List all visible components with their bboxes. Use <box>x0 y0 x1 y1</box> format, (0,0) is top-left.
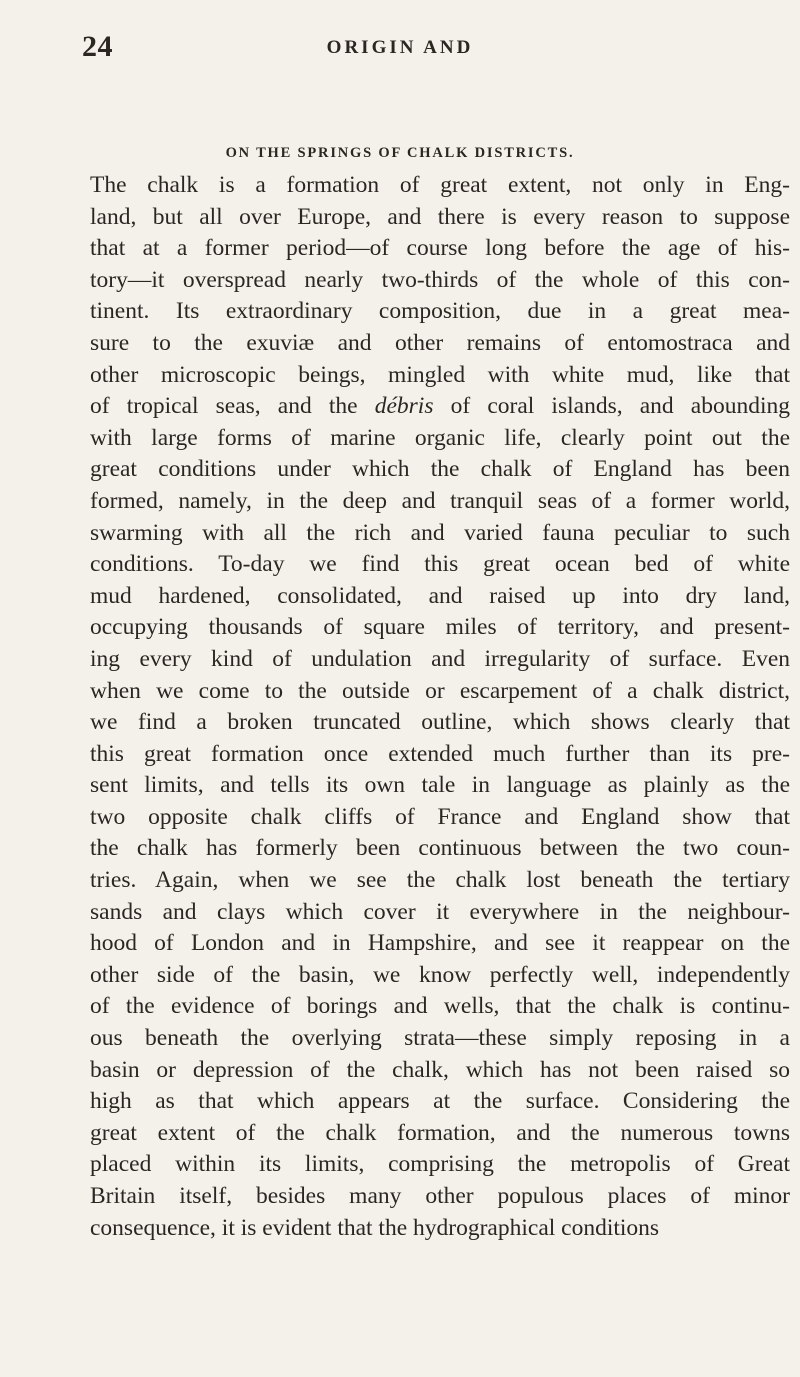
text-line: ous beneath the overlying strata—these simply reposing in a <box>90 1025 790 1052</box>
text-line: formed, namely, in the deep and tranquil seas of a former world, <box>90 487 790 514</box>
text-line: mud hardened, consolidated, and raised up into dry land, <box>90 582 790 609</box>
text-line <box>90 391 790 423</box>
text-line: conditions. To-day we find this great ocean bed of white <box>90 551 790 578</box>
text-line: consequence, it is evident that the hydrographical conditions <box>90 1214 660 1241</box>
text-line: sent limits, and tells its own tale in language as plainly as the <box>90 772 790 799</box>
section-heading: ON THE SPRINGS OF CHALK DISTRICTS. <box>225 145 575 161</box>
text-line: hood of London and in Hampshire, and see it reappear on the <box>90 930 790 957</box>
text-line: we find a broken truncated outline, which shows clearly that <box>90 709 790 736</box>
text-line: this great formation once extended much further than its pre- <box>90 740 790 767</box>
body-paragraph <box>90 170 790 1244</box>
text-segment: of coral islands, and abounding <box>450 393 791 420</box>
text-line: sure to the exuviæ and other remains of entomostraca and <box>90 329 790 356</box>
page-number: 24 <box>82 30 113 63</box>
text-line: of the evidence of borings and wells, that the chalk is continu- <box>90 993 790 1020</box>
text-line: great extent of the chalk formation, and the numerous towns <box>90 1119 790 1146</box>
text-line: Britain itself, besides many other populous places of minor <box>90 1183 790 1209</box>
text-line: high as that which appears at the surface. Considering the <box>90 1088 790 1115</box>
text-line: other microscopic beings, mingled with white mud, like that <box>90 361 790 388</box>
text-line: two opposite chalk cliffs of France and England show that <box>90 803 790 830</box>
text-line: land, but all over Europe, and there is every reason to suppose <box>90 203 790 230</box>
running-head: ORIGIN AND <box>326 37 474 58</box>
text-line: tries. Again, when we see the chalk lost beneath the tertiary <box>90 867 790 894</box>
text-line: that at a former period—of course long before the age of his- <box>90 235 790 262</box>
text-line: tory—it overspread nearly two-thirds of the whole of this con- <box>90 266 790 293</box>
text-line: ing every kind of undulation and irregularity of surface. Even <box>90 645 790 672</box>
text-line: basin or depression of the chalk, which has not been raised so <box>90 1056 790 1083</box>
text-line: placed within its limits, comprising the metropolis of Great <box>90 1151 790 1178</box>
text-line: the chalk has formerly been continuous between the two coun- <box>90 835 790 862</box>
text-line: with large forms of marine organic life, clearly point out the <box>90 424 790 451</box>
text-line: sands and clays which cover it everywhere in the neighbour- <box>90 898 790 925</box>
text-line: The chalk is a formation of great extent, not only in Eng- <box>90 172 790 198</box>
text-line: occupying thousands of square miles of territory, and present- <box>90 614 790 641</box>
text-line: swarming with all the rich and varied fauna peculiar to such <box>90 519 790 546</box>
text-line: when we come to the outside or escarpement of a chalk district, <box>90 677 790 704</box>
text-line: great conditions under which the chalk of England has been <box>90 456 790 483</box>
text-segment: of tropical seas, and the <box>90 393 358 420</box>
text-line: tinent. Its extraordinary composition, due in a great mea- <box>90 298 790 325</box>
italic-term: débris <box>374 393 434 420</box>
text-line: other side of the basin, we know perfectly well, independently <box>90 961 790 988</box>
